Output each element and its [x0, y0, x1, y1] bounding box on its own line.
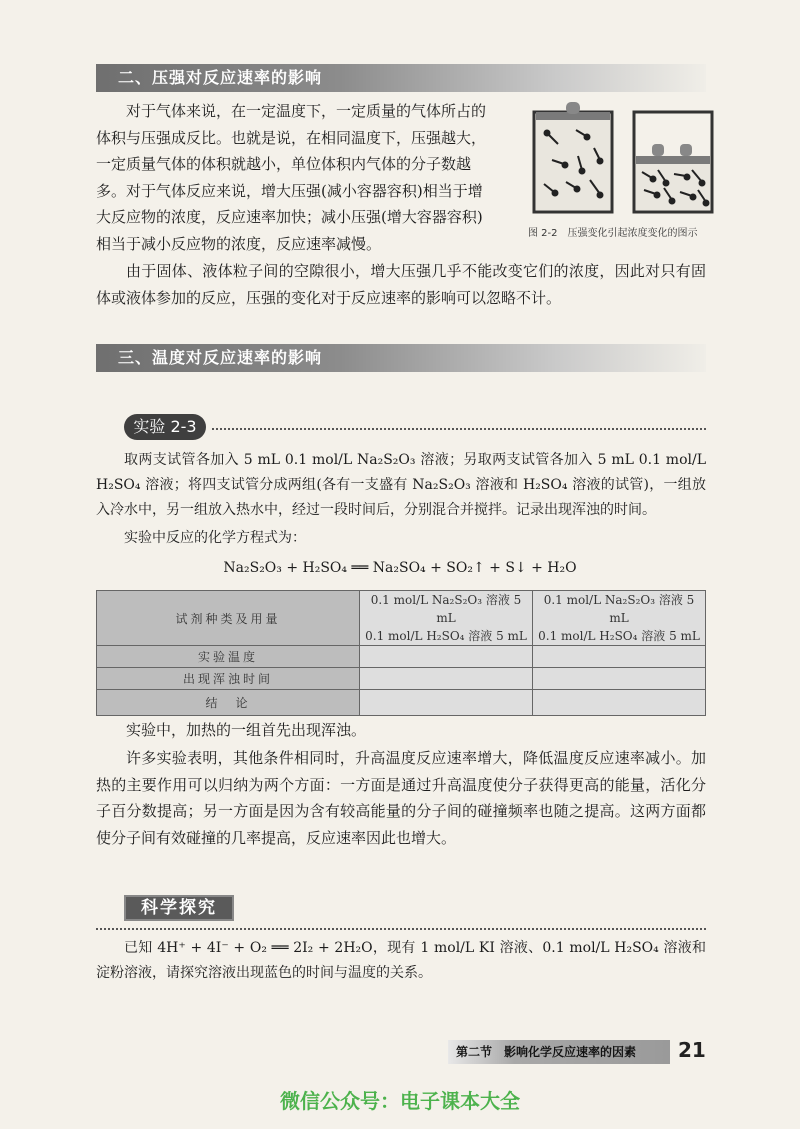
table-cell [360, 668, 533, 690]
experiment-result: 实验中，加热的一组首先出现浑浊。 [126, 721, 367, 739]
science-inquiry-label: 科学探究 [124, 895, 234, 921]
table-cell [360, 690, 533, 716]
paragraph-line: 多。对于气体反应来说，增大压强(减小容器容积)相当于增 [96, 181, 483, 200]
dotted-divider [96, 928, 706, 930]
table-row [97, 591, 706, 646]
pressure-concentration-figure [530, 98, 720, 218]
table-row-header: 结 论 [97, 690, 360, 716]
chemical-equation: Na₂S₂O₃ + H₂SO₄ ══ Na₂SO₄ + SO₂↑ + S↓ + H₂O [223, 560, 577, 576]
table-cell [533, 646, 706, 668]
table-row [97, 690, 706, 716]
dotted-divider [212, 428, 706, 430]
table-row [97, 668, 706, 690]
paragraph-line: 相当于减小反应物的浓度，反应速率减慢。 [96, 234, 382, 253]
solid-liquid-paragraph: 由于固体、液体粒子间的空隙很小，增大压强几乎不能改变它们的浓度，因此对只有固体或液体参加的反应，压强的变化对于反应速率的影响可以忽略不计。 [96, 262, 706, 307]
section-heading-pressure: 二、压强对反应速率的影响 [96, 64, 706, 92]
paragraph-line: 对于气体来说，在一定温度下，一定质量的气体所占的 [126, 102, 487, 120]
table-cell: 0.1 mol/L Na₂S₂O₃ 溶液 5 mL 0.1 mol/L H₂SO₄ 溶液 5 mL [533, 591, 706, 646]
footer-section-label: 第二节 影响化学反应速率的因素 [448, 1040, 670, 1064]
pressure-paragraph [96, 98, 516, 257]
table-cell [360, 646, 533, 668]
inquiry-text: 已知 4H⁺ + 4I⁻ + O₂ ══ 2I₂ + 2H₂O，现有 1 mol/L KI 溶液、0.1 mol/L H₂SO₄ 溶液和淀粉溶液，请探究溶液出现蓝色的时间与温度的关系。 [96, 940, 706, 981]
paragraph-line: 体积与压强成反比。也就是说，在相同温度下，压强越大， [96, 128, 487, 147]
experiment-label: 实验 2-3 [124, 414, 206, 440]
paragraph-line: 一定质量气体的体积就越小，单位体积内气体的分子数越 [96, 155, 472, 173]
table-row-header: 实验温度 [97, 646, 360, 668]
table-cell: 0.1 mol/L Na₂S₂O₃ 溶液 5 mL 0.1 mol/L H₂SO₄ 溶液 5 mL [360, 591, 533, 646]
equation-intro: 实验中反应的化学方程式为： [124, 530, 306, 546]
temperature-explanation: 许多实验表明，其他条件相同时，升高温度反应速率增大，降低温度反应速率减小。加热的主要作用可以归纳为两个方面：一方面是通过升高温度使分子获得更高的能量，活化分子百分数提高；另一方面是因为含有较高能量的分子间的碰撞频率也随之提高。这两方面都使分子间有效碰撞的几率提高，反应速率因此也增大。 [96, 749, 706, 847]
page-number: 21 [678, 1038, 706, 1062]
watermark-text: 微信公众号：电子课本大全 [280, 1089, 520, 1113]
table-cell [533, 668, 706, 690]
table-row-header: 出现浑浊时间 [97, 668, 360, 690]
table-row-header: 试剂种类及用量 [97, 591, 360, 646]
figure-caption: 图 2-2 压强变化引起浓度变化的图示 [528, 228, 698, 239]
table-cell [533, 690, 706, 716]
table-row [97, 646, 706, 668]
paragraph-line: 大反应物的浓度，反应速率加快；减小压强(增大容器容积) [96, 208, 483, 226]
experiment-procedure: 取两支试管各加入 5 mL 0.1 mol/L Na₂S₂O₃ 溶液；另取两支试管各加入 5 mL 0.1 mol/L H₂SO₄ 溶液；将四支试管分成两组(各有一支盛有 Na₂S₂O₃ 溶液和 H₂SO₄ 溶液的试管)，一组放入冷水中，另一组放入热水中，经过一段时间后，分别混合并搅拌。记录出现浑浊的时间。 [96, 452, 706, 518]
experiment-table [96, 590, 706, 716]
section-heading-temperature: 三、温度对反应速率的影响 [96, 344, 706, 372]
